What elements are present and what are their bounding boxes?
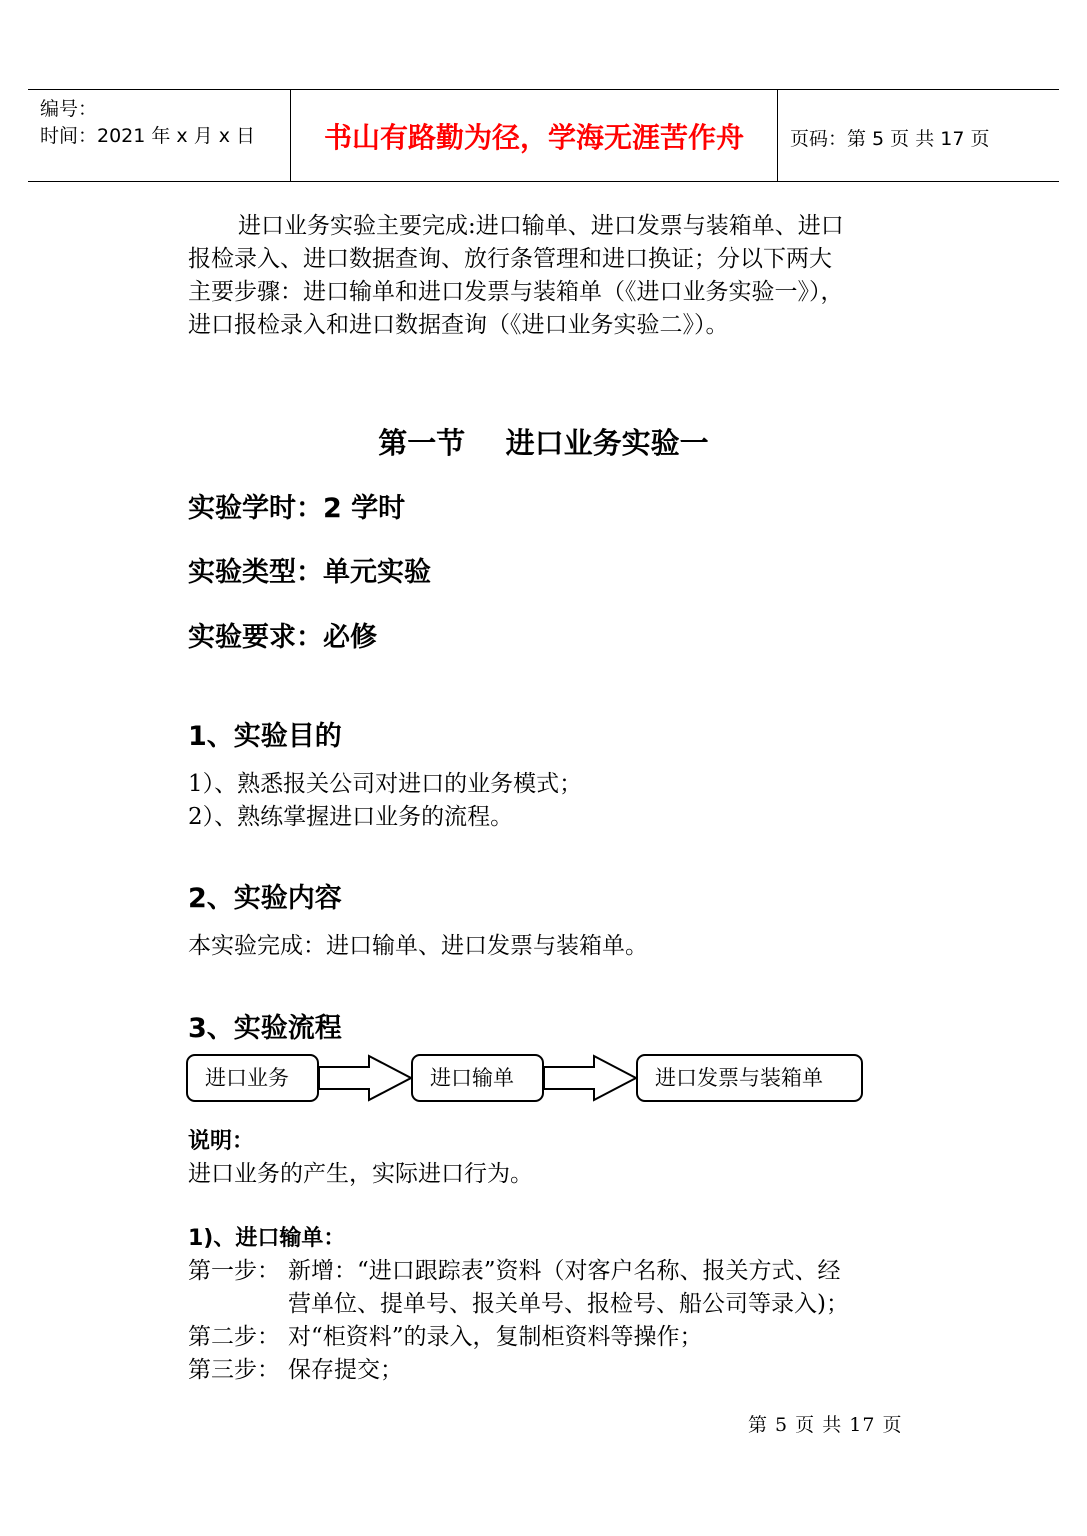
flow-arrow-2: [544, 1054, 638, 1102]
header-bottom-rule: [28, 181, 1059, 182]
time-label: 时间：2021 年 x 月 x 日: [40, 125, 256, 147]
flow-note-text: 进口业务的产生，实际进口行为。: [188, 1161, 533, 1187]
flow-arrow-1: [319, 1054, 413, 1102]
flow-step-import-business: 进口业务: [186, 1054, 319, 1102]
footer-page-info: 第 5 页 共 17 页: [748, 1414, 903, 1436]
intro-line-2: 报检录入、进口数据查询、放行条管理和进口换证；分以下两大: [188, 246, 832, 272]
serial-label: 编号：: [40, 98, 98, 120]
flow-note-label: 说明：: [188, 1129, 255, 1154]
page-code: 页码：第 5 页 共 17 页: [790, 128, 990, 150]
step2-label: 第二步：: [188, 1324, 280, 1350]
header-top-rule: [28, 89, 1059, 90]
intro-line-1: 进口业务实验主要完成:进口输单、进口发票与装箱单、进口: [238, 213, 844, 239]
purpose-heading: 1、实验目的: [188, 721, 342, 752]
intro-line-4: 进口报检录入和进口数据查询（《进口业务实验二》）。: [188, 312, 729, 338]
section-title: 第一节 进口业务实验一: [378, 426, 709, 460]
flow-heading: 3、实验流程: [188, 1013, 342, 1044]
step1-line-2: 营单位、提单号、报关单号、报检号、船公司等录入)；: [288, 1291, 849, 1317]
content-text: 本实验完成：进口输单、进口发票与装箱单。: [188, 933, 648, 959]
step2-text: 对“柜资料”的录入，复制柜资料等操作；: [288, 1324, 703, 1350]
purpose-item-1: 1）、熟悉报关公司对进口的业务模式；: [188, 771, 583, 797]
step1-line-1: 新增：“进口跟踪表”资料（对客户名称、报关方式、经: [288, 1258, 841, 1284]
flow-step-import-input: 进口输单: [411, 1054, 544, 1102]
experiment-hours: 实验学时：2 学时: [188, 493, 406, 524]
experiment-type: 实验类型：单元实验: [188, 557, 431, 588]
step3-text: 保存提交；: [288, 1357, 403, 1383]
experiment-requirement: 实验要求：必修: [188, 622, 377, 653]
purpose-item-2: 2）、熟练掌握进口业务的流程。: [188, 804, 514, 830]
step3-label: 第三步：: [188, 1357, 280, 1383]
flow-step-invoice-packing: 进口发票与装箱单: [636, 1054, 863, 1102]
step1-label: 第一步：: [188, 1258, 280, 1284]
motto: 书山有路勤为径，学海无涯苦作舟: [323, 121, 744, 154]
content-heading: 2、实验内容: [188, 883, 342, 914]
intro-line-3: 主要步骤：进口输单和进口发票与装箱单（《进口业务实验一》），: [188, 279, 844, 305]
input-heading: 1)、进口输单：: [188, 1226, 346, 1251]
